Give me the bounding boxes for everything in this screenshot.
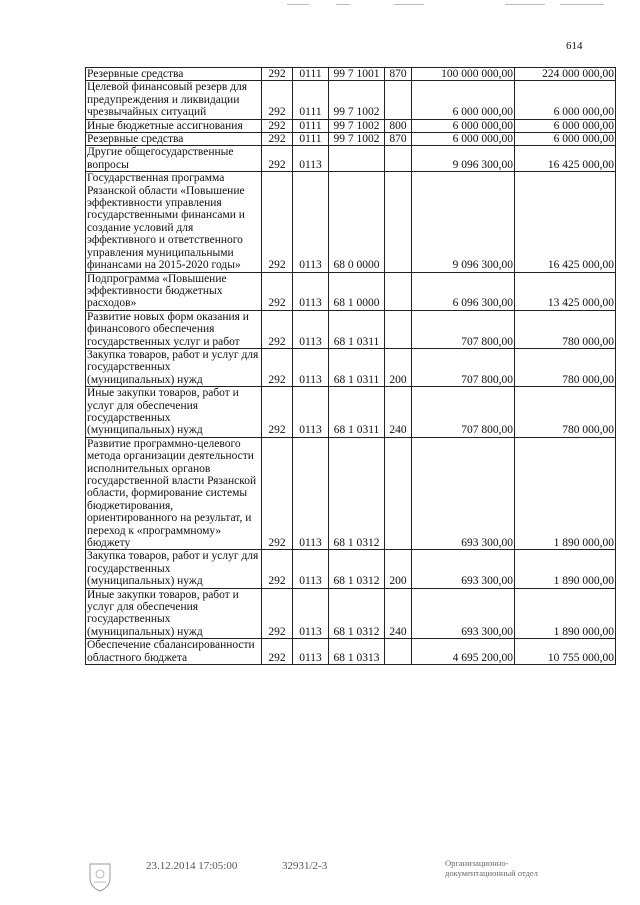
cell-item-name: Закупка товаров, работ и услуг для государственных (муниципальных) нужд	[86, 348, 262, 386]
cell-item-name: Государственная программа Рязанской области «Повышение эффективности управления государственными финансами и создание условий для эффективного и ответственного управления муниципальными финансами на 2015-2020 годы»	[86, 172, 262, 272]
table-row	[86, 146, 616, 172]
table-row	[86, 387, 616, 438]
footer-department	[445, 858, 585, 878]
cell-amount-second: 10 755 000,00	[515, 639, 616, 665]
footer-registration-number: 32931/2-3	[282, 860, 328, 872]
cell-target-article: 68 1 0000	[329, 272, 385, 310]
table-row	[86, 133, 616, 146]
cell-amount-first: 9 096 300,00	[412, 172, 515, 272]
cell-admin-code: 292	[262, 68, 293, 81]
cell-target-article: 68 0 0000	[329, 172, 385, 272]
cell-amount-first: 6 000 000,00	[412, 119, 515, 132]
table-row	[86, 348, 616, 386]
cell-target-article: 99 7 1002	[329, 119, 385, 132]
cell-expense-type: 200	[385, 348, 412, 386]
cell-admin-code: 292	[262, 133, 293, 146]
cell-amount-first: 707 800,00	[412, 310, 515, 348]
cell-amount-second: 1 890 000,00	[515, 588, 616, 639]
cell-target-article: 68 1 0311	[329, 348, 385, 386]
cell-expense-type	[385, 639, 412, 665]
cell-expense-type: 240	[385, 387, 412, 438]
cell-amount-second: 6 000 000,00	[515, 119, 616, 132]
cell-section-code: 0113	[293, 310, 329, 348]
cell-amount-second: 13 425 000,00	[515, 272, 616, 310]
page-number: 614	[566, 40, 583, 52]
cell-item-name: Обеспечение сбалансированности областного бюджета	[86, 639, 262, 665]
cell-item-name: Подпрограмма «Повышение эффективности бюджетных расходов»	[86, 272, 262, 310]
cell-expense-type: 800	[385, 119, 412, 132]
cell-item-name: Закупка товаров, работ и услуг для государственных (муниципальных) нужд	[86, 550, 262, 588]
cell-admin-code: 292	[262, 146, 293, 172]
cell-section-code: 0111	[293, 119, 329, 132]
cell-target-article: 68 1 0311	[329, 387, 385, 438]
cell-target-article: 68 1 0313	[329, 639, 385, 665]
cell-expense-type	[385, 81, 412, 119]
cell-target-article: 68 1 0312	[329, 588, 385, 639]
cell-amount-second: 16 425 000,00	[515, 146, 616, 172]
table-row	[86, 437, 616, 550]
cell-item-name: Резервные средства	[86, 68, 262, 81]
cell-section-code: 0111	[293, 133, 329, 146]
cell-amount-second: 780 000,00	[515, 348, 616, 386]
footer-department-line: документационный отдел	[445, 868, 538, 878]
cell-admin-code: 292	[262, 310, 293, 348]
cell-section-code: 0111	[293, 81, 329, 119]
cell-section-code: 0113	[293, 348, 329, 386]
cell-item-name: Иные бюджетные ассигнования	[86, 119, 262, 132]
cell-amount-second: 6 000 000,00	[515, 81, 616, 119]
cell-target-article: 99 7 1002	[329, 133, 385, 146]
cell-expense-type	[385, 272, 412, 310]
cell-admin-code: 292	[262, 272, 293, 310]
cell-amount-first: 707 800,00	[412, 387, 515, 438]
cell-amount-first: 4 695 200,00	[412, 639, 515, 665]
cell-admin-code: 292	[262, 437, 293, 550]
cell-target-article: 68 1 0311	[329, 310, 385, 348]
cell-expense-type	[385, 437, 412, 550]
cell-amount-first: 9 096 300,00	[412, 146, 515, 172]
cell-admin-code: 292	[262, 81, 293, 119]
table-row	[86, 588, 616, 639]
cell-expense-type: 240	[385, 588, 412, 639]
cell-expense-type	[385, 172, 412, 272]
table-row	[86, 68, 616, 81]
cell-admin-code: 292	[262, 348, 293, 386]
cell-expense-type: 200	[385, 550, 412, 588]
cell-item-name: Другие общегосударственные вопросы	[86, 146, 262, 172]
cell-admin-code: 292	[262, 119, 293, 132]
cell-section-code: 0113	[293, 146, 329, 172]
cell-amount-first: 707 800,00	[412, 348, 515, 386]
cell-target-article: 68 1 0312	[329, 437, 385, 550]
cell-amount-first: 100 000 000,00	[412, 68, 515, 81]
cell-expense-type	[385, 146, 412, 172]
cell-section-code: 0113	[293, 437, 329, 550]
cell-amount-first: 693 300,00	[412, 550, 515, 588]
cell-amount-first: 6 000 000,00	[412, 81, 515, 119]
cell-amount-first: 6 000 000,00	[412, 133, 515, 146]
cell-section-code: 0111	[293, 68, 329, 81]
table-row	[86, 81, 616, 119]
cell-admin-code: 292	[262, 172, 293, 272]
cell-expense-type	[385, 310, 412, 348]
table-row	[86, 550, 616, 588]
table-row	[86, 172, 616, 272]
coat-of-arms-icon	[86, 860, 114, 892]
cell-section-code: 0113	[293, 550, 329, 588]
cell-admin-code: 292	[262, 639, 293, 665]
cell-section-code: 0113	[293, 387, 329, 438]
scan-top-marks	[0, 2, 640, 8]
budget-table	[85, 67, 616, 665]
cell-amount-first: 6 096 300,00	[412, 272, 515, 310]
page-footer	[0, 858, 640, 898]
cell-item-name: Целевой финансовый резерв для предупреждения и ликвидации чрезвычайных ситуаций	[86, 81, 262, 119]
cell-section-code: 0113	[293, 272, 329, 310]
table-row	[86, 639, 616, 665]
cell-amount-second: 1 890 000,00	[515, 550, 616, 588]
cell-item-name: Резервные средства	[86, 133, 262, 146]
cell-amount-second: 1 890 000,00	[515, 437, 616, 550]
cell-admin-code: 292	[262, 588, 293, 639]
cell-amount-second: 6 000 000,00	[515, 133, 616, 146]
cell-section-code: 0113	[293, 588, 329, 639]
cell-item-name: Иные закупки товаров, работ и услуг для обеспечения государственных (муниципальных) нужд	[86, 588, 262, 639]
cell-amount-second: 780 000,00	[515, 310, 616, 348]
cell-section-code: 0113	[293, 172, 329, 272]
table-row	[86, 272, 616, 310]
cell-admin-code: 292	[262, 550, 293, 588]
cell-amount-second: 224 000 000,00	[515, 68, 616, 81]
cell-expense-type: 870	[385, 133, 412, 146]
cell-target-article: 99 7 1001	[329, 68, 385, 81]
cell-amount-first: 693 300,00	[412, 588, 515, 639]
cell-item-name: Развитие новых форм оказания и финансового обеспечения государственных услуг и работ	[86, 310, 262, 348]
cell-amount-second: 16 425 000,00	[515, 172, 616, 272]
footer-date: 23.12.2014 17:05:00	[146, 860, 238, 872]
cell-target-article	[329, 146, 385, 172]
footer-department-line: Организационно-	[445, 858, 509, 868]
cell-admin-code: 292	[262, 387, 293, 438]
table-row	[86, 310, 616, 348]
table-row	[86, 119, 616, 132]
cell-target-article: 99 7 1002	[329, 81, 385, 119]
cell-item-name: Иные закупки товаров, работ и услуг для обеспечения государственных (муниципальных) нужд	[86, 387, 262, 438]
cell-item-name: Развитие программно-целевого метода организации деятельности исполнительных органов государственной власти Рязанской области, формирование системы бюджетирования, ориентированного на результат, и переход к «программному» бюджету	[86, 437, 262, 550]
cell-amount-second: 780 000,00	[515, 387, 616, 438]
cell-section-code: 0113	[293, 639, 329, 665]
cell-target-article: 68 1 0312	[329, 550, 385, 588]
cell-expense-type: 870	[385, 68, 412, 81]
cell-amount-first: 693 300,00	[412, 437, 515, 550]
